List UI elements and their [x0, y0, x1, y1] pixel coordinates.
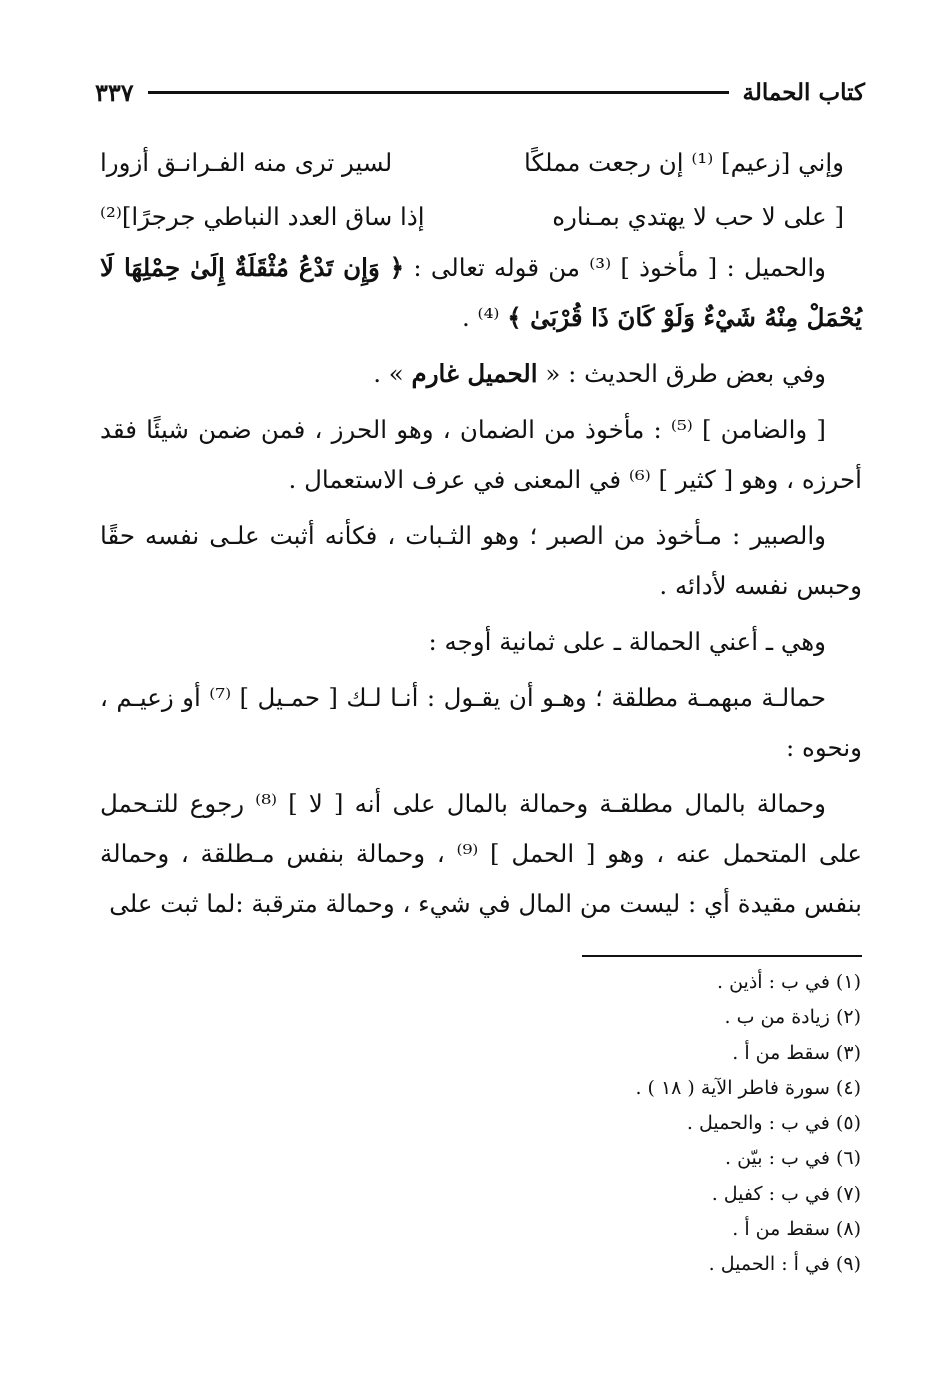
hadith-quote: الحميل غارم	[411, 359, 538, 388]
paragraph-text: [ والضامن ] ⁽⁵⁾ : مأخوذ من الضمان ، وهو الحرز ، فمن ضمن شيئًا فقد أحرزه ، وهو [ كثير ] ⁽⁶⁾ في المعنى في عرف الاستعمال .	[100, 415, 862, 494]
verse-hemistich-left: لسير ترى منه الفـرانـق أزورا	[100, 147, 393, 177]
footnote: (١) في ب : أذين .	[717, 971, 861, 993]
footnote: (٤) سورة فاطر الآية ( ١٨ ) .	[635, 1076, 861, 1099]
verse-hemistich-right: [ على لا حب لا يهتدي بمـناره	[552, 201, 844, 231]
paragraph-text: » .	[373, 359, 412, 388]
footnote: (٦) في ب : بيّن .	[725, 1147, 861, 1170]
paragraph	[100, 617, 862, 667]
footnote: (٢) زيادة من ب .	[724, 1006, 861, 1029]
paragraph-text: وحمالة بالمال مطلقـة وحمالة بالمال على أنه [ لا ] ⁽⁸⁾ رجوع للتـحمل على المتحمل عنه ، وهو [ الحمل ] ⁽⁹⁾ ، وحمالة بنفس مـطلقة ، وحمالة بنفس مقيدة أي : ليست من المال في شيء ، وحمالة مترقبة :لما ثبت على	[100, 789, 862, 918]
verse-line	[100, 135, 862, 189]
paragraph-text: والصبير : مـأخوذ من الصبر ؛ وهو الثـبات ، فكأنه أثبت علـى نفسه حقًا وحبس نفسه لأدائه .	[100, 521, 862, 600]
paragraph-text: وهي ـ أعني الحمالة ـ على ثمانية أوجه :	[428, 627, 826, 656]
main-text	[100, 135, 862, 935]
footnote: (٧) في ب : كفيل .	[711, 1182, 861, 1205]
verse-hemistich-left: إذا ساق العدد النباطي جرجرًا]⁽²⁾	[100, 201, 425, 231]
footnote: (٣) سقط من أ .	[732, 1041, 861, 1064]
paragraph	[100, 673, 862, 773]
verse-line	[100, 189, 862, 243]
paragraph-text: حمالـة مبهمـة مطلقة ؛ وهـو أن يقـول : أنـا لـك [ حمـيل ] ⁽⁷⁾ أو زعيـم ، ونحوه :	[100, 683, 862, 762]
paragraph	[100, 405, 862, 505]
page-number: ٣٣٧	[95, 77, 134, 107]
header-title: كتاب الحمالة	[742, 78, 865, 106]
paragraph	[100, 243, 862, 343]
paragraph	[100, 779, 862, 929]
paragraph	[100, 511, 862, 611]
footnote: (٩) في أ : الحميل .	[708, 1253, 861, 1276]
footnote: (٨) سقط من أ .	[732, 1218, 861, 1241]
paragraph	[100, 349, 862, 399]
footnotes	[635, 965, 861, 1283]
header-rule	[148, 91, 729, 94]
quran-quote: ﴿ وَإِن تَدْعُ مُثْقَلَةٌ إِلَىٰ حِمْلِهَا لَا يُحْمَلْ مِنْهُ شَيْءٌ وَلَوْ كَانَ ذَا قُرْبَىٰ ﴾	[100, 253, 862, 332]
footnote-separator	[582, 955, 862, 957]
paragraph-text: وفي بعض طرق الحديث : «	[537, 359, 826, 388]
running-header	[95, 72, 865, 112]
paragraph-text: والحميل : [ مأخوذ ] ⁽³⁾ من قوله تعالى :	[404, 253, 826, 282]
verse-hemistich-right: وإني [زعيم] ⁽¹⁾ إن رجعت مملكًا	[523, 147, 844, 177]
footnote: (٥) في ب : والحميل .	[686, 1112, 861, 1135]
paragraph-text: ⁽⁴⁾ .	[461, 303, 508, 332]
